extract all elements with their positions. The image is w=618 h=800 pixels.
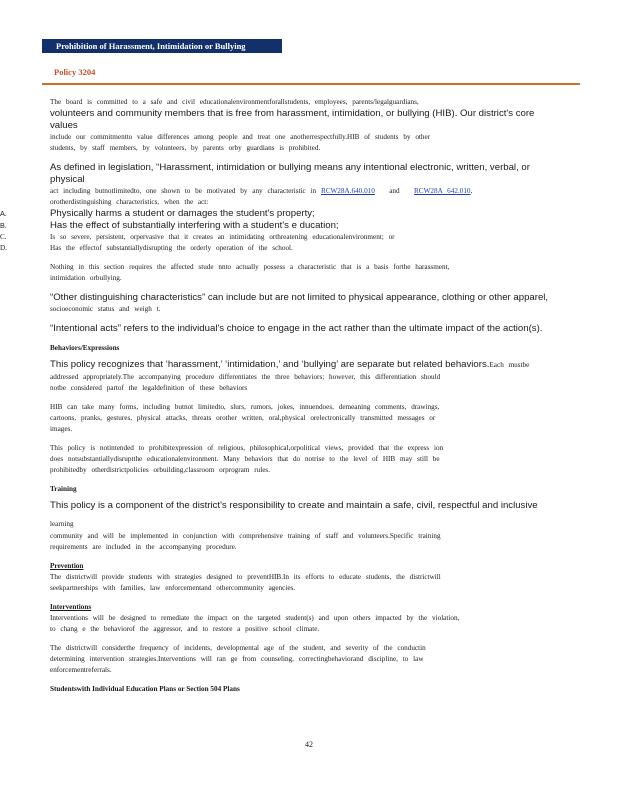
behaviors-line-2: addressed appropriately.The accompanying procedure differentiates the three behaviors; however, this differentiation should (50, 373, 441, 381)
policy-title: Prohibition of Harassment, Intimidation or Bullying (56, 41, 246, 51)
rcw-642-link[interactable]: RCW28A 642.010 (414, 187, 471, 195)
list-item: C. Is so severe, persistent, orpervasive that it creates an intimidating orthreatening educationalenvironment; or (0, 233, 395, 241)
forms-line-1: HIB can take many forms, including butnot limitedto, slurs, rumors, jokes, innuendoes, demeaning comments, drawings, (50, 403, 440, 411)
training-heading: Training (50, 485, 77, 493)
header-divider (42, 83, 580, 85)
other-characteristics-line-1: “Other distinguishing characteristics” can include but are not limited to physical appearance, clothing or other apparel, (50, 292, 549, 303)
prevention-line-1: The districtwill provide students with strategies designed to preventHIB.In its efforts to educate students, the districtwill (50, 573, 441, 581)
expression-line-2: does notsubstantiallydisruptthe educationalenvironment. Many behaviors that do notrise to the level of HIB may still be (50, 455, 440, 463)
rcw-640-link[interactable]: RCW28A.640.010 (320, 187, 375, 195)
training-line-2: community and will be implemented in conjunction with comprehensive training of staff and volunteers.Specific training (50, 532, 441, 540)
expression-line-3: prohibitedby otherdistrictpolicies orbuilding,classroom orprogram rules. (50, 466, 270, 474)
intro-line-3: include our commitmentto value differences among people and treat one anotherrespectfully.HIB of students by other (50, 133, 431, 141)
training-line-3: requirements are included in the accompanying procedure. (50, 543, 237, 551)
definition-line-2: act including butnotlimitedto, one shown to be motivated by any characteristic in RCW28A.640.010 and RCW28A 642.010, (50, 187, 473, 195)
forms-line-2: cartoons, pranks, gestures, physical attacks, threats orother written, oral,physical orelectronically transmitted messages or (50, 414, 436, 422)
list-item: B. Has the effect of substantially interfering with a student's e ducation; (0, 220, 339, 231)
document-body (0, 97, 562, 695)
prevention-line-2: seekpartnerships with families, law enforcementand othercommunity agencies. (50, 584, 296, 592)
intentional-acts-line: “Intentional acts” refers to the individual's choice to engage in the act rather than the ultimate impact of the action(s). (50, 323, 543, 334)
interventions-heading: Interventions (50, 603, 92, 611)
intro-line-1: The board is committed to a safe and civil educationalenvironmentforallstudents, employees, parents/legalguardians, (50, 98, 419, 106)
list-item: A. Physically harms a student or damages the student's property; (0, 208, 315, 219)
definition-line-1: As defined in legislation, “Harassment, intimidation or bullying means any intentional electronic, written, verbal, or physical (50, 162, 530, 185)
students-iep-heading: Studentswith Individual Education Plans or Section 504 Plans (50, 685, 240, 693)
definition-line-3: orotherdistinguishing characteristics, when the act: (50, 198, 209, 206)
policy-title-banner (42, 39, 282, 53)
list-item: D. Has the effectof substantiallydisrupting the orderly operation of the school. (0, 244, 293, 252)
nothing-line-1: Nothing in this section requires the affected stude nnto actually possess a characteristic that is a basis forthe harassment, (50, 263, 450, 271)
interventions-line-1: Interventions will be designed to remediate the impact on the targeted student(s) and upon others impacted by the violation, (50, 614, 460, 622)
training-line-1: This policy is a component of the district's responsibility to create and maintain a safe, civil, respectful and inclusive learning (50, 500, 538, 528)
intro-line-2: volunteers and community members that is free from harassment, intimidation, or bullying (HIB). Our district's core values (50, 108, 535, 131)
behaviors-heading: Behaviors/Expressions (50, 344, 120, 352)
intro-line-4: students, by staff members, by volunteers, by parents orby guardians is prohibited. (50, 144, 321, 152)
expression-line-1: This policy is notintended to prohibitexpression of religious, philosophical,orpolitical views, provided that the express ion (50, 444, 444, 452)
interventions-line-4: determining intervention strategies.Interventions will ran ge from counseling, correctingbehaviorand discipline, to law (50, 655, 424, 663)
other-characteristics-line-2: socioeconomic status and weigh t. (50, 305, 161, 313)
behaviors-line-3: notbe considered partof the legaldefinition of these behaviors (50, 384, 248, 392)
interventions-line-5: enforcementreferrals. (50, 666, 112, 674)
interventions-line-2: to chang e the behaviorof the aggressor, and to restore a positive school climate. (50, 625, 320, 633)
page-number: 42 (305, 740, 313, 749)
forms-line-3: images. (50, 425, 73, 433)
behaviors-line-1: This policy recognizes that ‘harassment,’ ‘intimidation,’ and ‘bullying’ are separate but related behaviors.Each mustbe (50, 359, 530, 370)
nothing-line-2: intimidation orbullying. (50, 274, 122, 282)
policy-number: Policy 3204 (54, 67, 96, 77)
definition-list (0, 208, 562, 254)
interventions-line-3: The districtwill considerthe frequency of incidents, developmental age of the student, and severity of the conductin (50, 644, 426, 652)
prevention-heading: Prevention (50, 562, 84, 570)
